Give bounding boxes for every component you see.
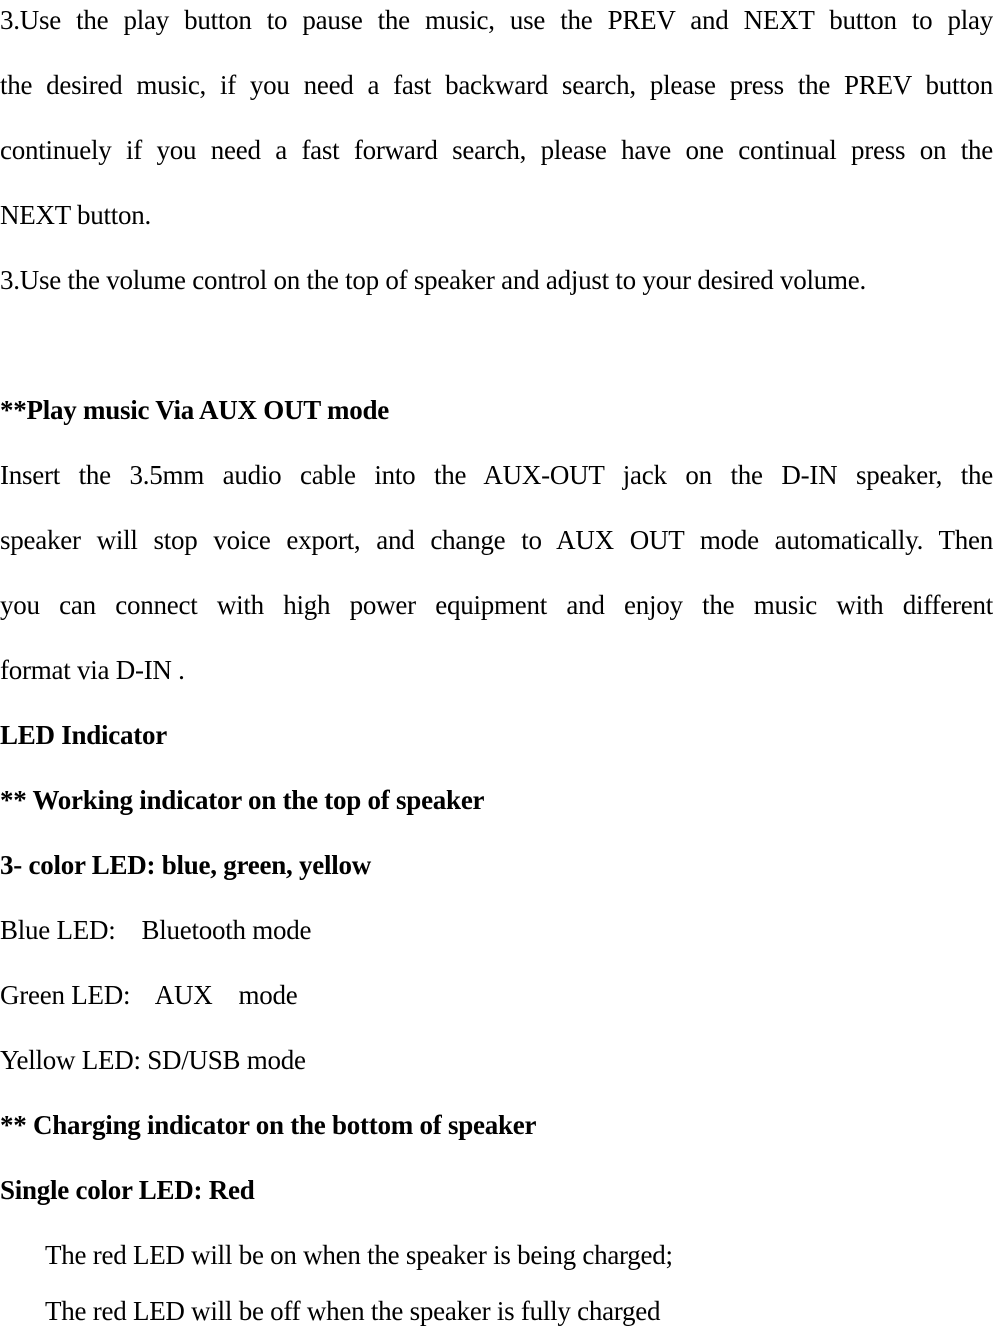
aux-out-paragraph-line-4: format via D-IN .: [0, 655, 185, 685]
playback-paragraph-line-1: 3.Use the play button to pause the music, use the PREV and NEXT button to play: [0, 5, 993, 35]
aux-out-paragraph-line-3: you can connect with high power equipment and enjoy the music with different: [0, 590, 993, 620]
three-color-led-heading: 3- color LED: blue, green, yellow: [0, 850, 371, 880]
working-indicator-heading: ** Working indicator on the top of speaker: [0, 785, 485, 815]
aux-out-paragraph-line-2: speaker will stop voice export, and change to AUX OUT mode automatically. Then: [0, 525, 993, 555]
blue-led-line: Blue LED: Bluetooth mode: [0, 915, 312, 945]
yellow-led-line: Yellow LED: SD/USB mode: [0, 1045, 306, 1075]
aux-out-paragraph-line-1: Insert the 3.5mm audio cable into the AUX-OUT jack on the D-IN speaker, the: [0, 460, 993, 490]
single-color-led-heading: Single color LED: Red: [0, 1175, 255, 1205]
aux-out-heading: **Play music Via AUX OUT mode: [0, 395, 390, 425]
charging-indicator-heading: ** Charging indicator on the bottom of speaker: [0, 1110, 537, 1140]
playback-paragraph-line-4: NEXT button.: [0, 200, 151, 230]
volume-paragraph: 3.Use the volume control on the top of speaker and adjust to your desired volume.: [0, 265, 867, 295]
playback-paragraph-line-2: the desired music, if you need a fast backward search, please press the PREV button: [0, 70, 993, 100]
led-indicator-heading: LED Indicator: [0, 720, 168, 750]
playback-paragraph-line-3: continuely if you need a fast forward search, please have one continual press on the: [0, 135, 993, 165]
green-led-line: Green LED: AUX mode: [0, 980, 298, 1010]
red-led-on-line: The red LED will be on when the speaker is being charged;: [45, 1240, 673, 1270]
red-led-off-line: The red LED will be off when the speaker is fully charged: [45, 1296, 661, 1326]
